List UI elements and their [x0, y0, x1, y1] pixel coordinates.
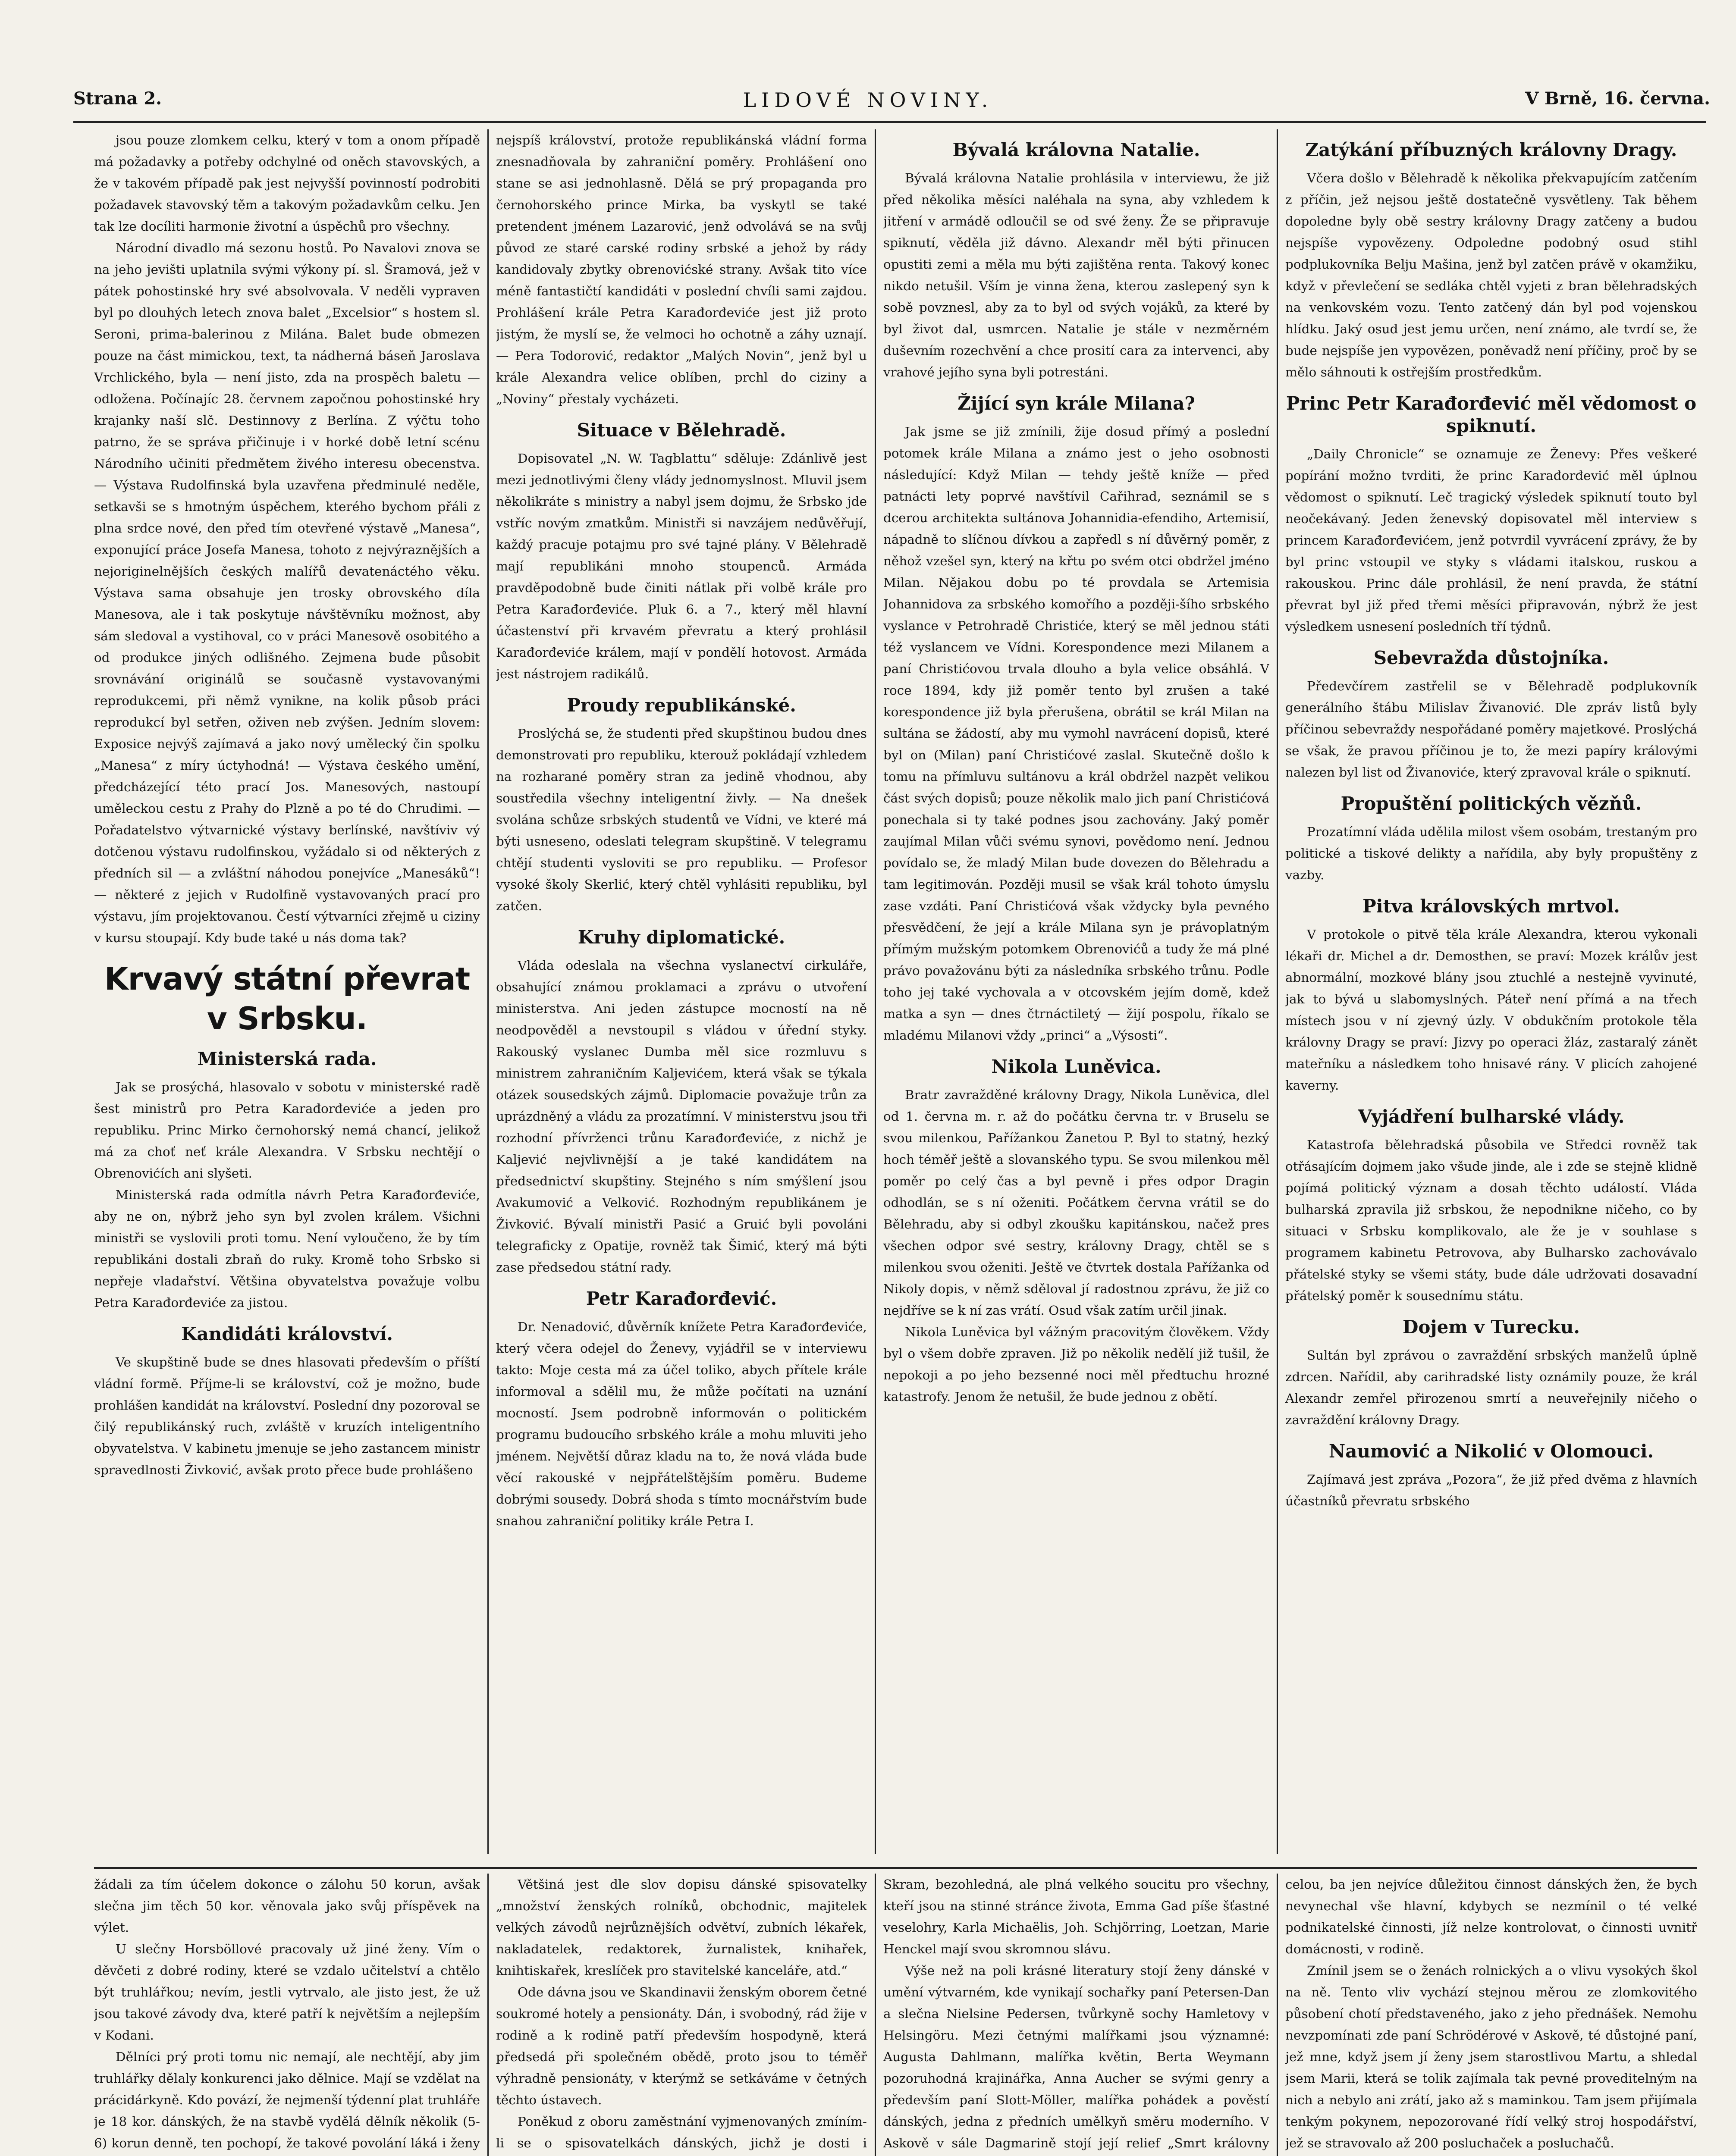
article-paragraph: Výše než na poli krásné literatury stojí ženy dánské v umění výtvarném, kde vynikají sochařky paní Petersen-Dan a slečna Nielsine Pedersen, tvůrkyně sochy Hamletovy v Helsingöru. Mezi četnými malířkami jsou významné: Augusta Dahlmann, malířka květin, Berta Weymann pozoruhodná krajinářka, Anna Aucher se svými genry a především paní Slott-Möller, malířka pohádek a pověstí dánských, jedna z předních umělkyň směru moderního. V Askově v sále Dagmarině stojí její relief „Smrt královny — [883, 1963, 1269, 2150]
article-paragraph: V protokole o pitvě těla krále Alexandra, kterou vykonali lékaři dr. Michel a dr. Demosthen, se praví: Mozek králův jest abnormální, mozkové blány jsou ztuchlé a nestejně vyvinuté, jak to bývá u slabomyslných. Páteř není přímá a na třech místech jsou v ní zjevný úzly. V obdukčním protokole těla královny Dragy se praví: Jizvy po operaci žláz, zastaralý zánět mateřníku a následkem toho hnisavé rány. V plicích zahojené kaverny. — [1285, 927, 1697, 1093]
article-paragraph: Ode dávna jsou ve Skandinavii ženským oborem četné soukromé hotely a pensionáty. Dán, i svobodný, rád žije v rodině a k rodině patří především hospodyně, která předsedá při společném obědě, proto jsou to téměř výhradně pensionáty, v kterýmž se setkáváme v četných těchto ústavech. — [496, 1985, 867, 2107]
bottom-column-1 — [94, 1874, 480, 2156]
article-paragraph: Předevčírem zastřelil se v Bělehradě podplukovník generálního štábu Milislav Živanović. Dle zpráv listů byly příčinou sebevraždy nespořádané poměry majetkové. Proslýchá se však, že pravou příčinou je to, že mezi papíry královými nalezen byl list od Živanoviće, který zpravoval krále o spiknutí. — [1285, 679, 1697, 780]
article-heading: Žijící syn krále Milana? — [957, 393, 1195, 414]
article-heading: Kandidáti království. — [181, 1323, 393, 1344]
article-paragraph: U slečny Horsböllové pracovaly už jiné ženy. Vím o děvčeti z dobré rodiny, které se vzdalo učitelství a chtělo být truhlářkou; nevím, jestli vytrvalo, ale jisto jest, že už jsou takové závody dva, které patří k největším a nejlepším v Kodani. — [94, 1942, 480, 2043]
article-paragraph: Ve skupštině bude se dnes hlasovati především o příští vládní formě. Příjme-li se království, což je možno, bude prohlášen kandidát na království. Poslední dny pozoroval se čilý republikánský ruch, zvláště v kruzích inteligentního obyvatelstva. V kabinetu jmenuje se jeho zastancem ministr spravedlnosti Živković, avšak proto přece bude prohlášeno — [94, 1355, 480, 1477]
article-heading: Naumović a Nikolić v Olomouci. — [1328, 1441, 1654, 1462]
article-heading: Zatýkání příbuzných královny Dragy. — [1305, 139, 1677, 160]
article-heading: Nikola Luněvica. — [991, 1056, 1162, 1077]
article-paragraph: Jak jsme se již zmínili, žije dosud přímý a poslední potomek krále Milana a známo jest o jeho osobnosti následující: Když Milan — tehdy ještě kníže — před patnácti lety poprvé navštívil Cařihrad, seznámil se s dcerou architekta sultánova Johannidia-efendiho, Artemisií, nápadně to slíčnou dívkou a zapředl s ní důvěrný poměr, z něhož vzešel syn, který na křtu po svém otci obdržel jméno Milan. Nějakou dobu po té provdala se Artemisia Johannidova za srbského komořího a později-šího srbského vyslance v Petrohradě Christiće, který se měl jednou státi též vyslancem ve Vídni. Korespondence mezi Milanem a paní Christićovou trvala dlouho a byla velice obsáhlá. V roce 1894, kdy již poměr tento byl zrušen a také korespondence již byla přerušena, obrátil se král Milan na sultána se žádostí, aby mu vymohl navrácení dopisů, které byl on (Milan) paní Christićové zaslal. Skutečně došlo k tomu na přímluvu sultánovu a král obdržel nazpět velikou část svých dopisů; pouze několik malo jich paní Christićová ponechala si ty také podnes jsou zachovány. Jaký poměr zaujímal Milan vůči svému synovi, povědomo není. Jednou povídalo se, že mladý Milan bude dovezen do Bělehradu a tam legitimován. Později musil se však král tohoto úmyslu zase vzdáti. Paní Christićová však vždycky byla pevného přesvědčení, že její a krále Milana syn je právoplatným přímým mužským potomkem Obrenovićů a tudy že má plné právo považovánu býti za následníka srbského trůnu. Podle toho jej také vychovala a v otcovském jejím domě, kdež matka a syn — dnes čtrnáctiletý — žijí pospolu, říkalo se mladému Milanovi vždy „princi“ a „Výsosti“. — [883, 424, 1269, 1043]
column-2 — [496, 129, 867, 1863]
article-heading: Petr Karađorđević. — [586, 1288, 777, 1309]
article-paragraph: Jak se prosýchá, hlasovalo v sobotu v ministerské radě šest ministrů pro Petra Karađorđeviće a jeden pro republiku. Princ Mirko černohorský nemá chancí, jelikož má za choť neť krále Alexandra. V Srbsku nechtějí o Obrenovićích ani slyšeti. — [94, 1080, 480, 1181]
article-paragraph: Zmínil jsem se o ženách rolnických a o vlivu vysokých škol na ně. Tento vliv vychází stejnou měrou ze zlomkovitého působení chotí představeného, jako z jeho přednášek. Nemohu nevzpomínati zde paní Schrödérové v Askově, té důstojné paní, jež mne, když jsem jí ženy jsem starostlivou Martu, a shledal jsem Marii, která se tolik zajímala tak pevné proveditelným na nich a nebylo ani zrátí, jako až s maminkou. Tam jsem přijímala tenkým pokynem, nepozorované řídí velký stroj hospodářství, jež se stravovalo až 200 posluchaček a posluchačů. — [1285, 1963, 1697, 2150]
article-heading: Proudy republikánské. — [567, 695, 796, 716]
column-divider — [1277, 1874, 1278, 2156]
column-4 — [1285, 129, 1697, 1863]
column-divider — [487, 129, 489, 1854]
column-divider — [875, 1874, 876, 2156]
article-paragraph: nejspíš království, protože republikánská vládní forma znesnadňovala by zahraniční poměry. Prohlášení ono stane se asi jednohlasně. Dělá se prý propaganda pro černohorského prince Mirka, ba vyskytl se také pretendent jménem Lazarović, jenž odvolává se na svůj původ ze staré carské rodiny srbské a jehož by rády kandidovaly zbytky obrenovićské strany. Avšak tito více méně fantastičtí kandidáti v poslední chvíli sami zajdou. Prohlášení krále Petra Karađorđeviće jest již proto jistým, že myslí se, že velmoci ho ochotně a záhy uznají. — Pera Todorović, redaktor „Malých Novin“, jenž byl u krále Alexandra velice oblíben, prchl do ciziny a „Noviny“ přestaly vycházeti. — [496, 133, 867, 406]
article-paragraph: Sultán byl zprávou o zavraždění srbských manželů úplně zdrcen. Nařídil, aby carihradské listy oznámily pouze, že král Alexandr zemřel přirozenou smrtí a neuveřejnily ničeho o zavraždění královny Dragy. — [1285, 1348, 1697, 1427]
masthead: LIDOVÉ NOVINY. — [743, 88, 993, 112]
article-paragraph: „Daily Chronicle“ se oznamuje ze Ženevy: Přes veškeré popírání možno tvrditi, že princ Karađorđević měl úplnou vědomost o spiknutí. Leč tragický výsledek spiknutí touto byl neočekávaný. Jeden ženevský dopisovatel měl interview s princem Karađorđevićem, jenž potvrdil vyvrácení zprávy, že by byl princ vstoupil ve styky s vládami italskou, ruskou a rakouskou. Princ dále prohlásil, že není pravda, že státní převrat byl již před třemi měsíci připravován, nýbrž že jest výsledkem usnesení posledních tří týdnů. — [1285, 447, 1697, 634]
article-heading: Vyjádření bulharské vlády. — [1358, 1106, 1625, 1127]
article-paragraph: Národní divadlo má sezonu hostů. Po Navalovi znova se na jeho jevišti uplatnila svými výkony pí. sl. Šramová, jež v pátek pohostinské hry své absolvovala. V neděli vypraven byl po dlouhých letech znova balet „Excelsior“ s hostem sl. Seroni, prima-balerinou z Milána. Balet bude obmezen pouze na část mimickou, text, ta nádherná báseň Jaroslava Vrchlického, byla — není jisto, zda na prospěch baletu — odložena. Počínajíc 28. červnem započnou pohostinské hry krajanky naší slč. Destinnovy z Berlína. Z výčtu toho patrno, že se správa přičinuje i v horké době letní scénu Národního učiniti předmětem živého interesu obecenstva. — Výstava Rudolfinská byla uzavřena předminulé neděle, setkavši se s hmotným úspěchem, kterého bychom přáli z plna srdce nové, den před tím otevřené výstavě „Manesa“, exponující práce Josefa Manesa, tohoto z nejvýraznějších a nejoriginelnějších českých malířů devatenáctého věku. Výstava sama obsahuje jen trosky obrovského díla Manesova, ale i tak poskytuje návštěvníku možnost, aby sám sledoval a vystihoval, co v práci Manesově osobitého a od produkce jiných odlišného. Zejmena bude působit srovnávání originálů se současně vystavovanými reprodukcemi, při němž vynikne, na kolik působ práci reprodukcí byl setřen, oživen neb zvýšen. Jedním slovem: Exposice nejvýš zajímavá a jako nový umělecký čin spolku „Manesa“ z míry úctyhodná! — Výstava českého umění, předcházející této prací Jos. Manesových, nastoupí uměleckou cestu z Prahy do Plzně a po té do Chrudimi. — Pořadatelstvo výtvarnické výstavy berlínské, navštíviv vý dotčenou výstavu rudolfinskou, vyžádalo si od některých z předních sil — a zvláštní náhodou ponejvíce „Manesáků“! — některé z jejich v Rudolfině vystavovaných prací pro výstavu, jím projektovanou. Čestí výtvarníci zřejmě u ciziny v kursu stoupají. Kdy bude také u nás doma tak? — [94, 241, 480, 945]
bottom-column-4 — [1285, 1874, 1697, 2156]
main-headline: Krvavý státní převrat v Srbsku. — [104, 961, 470, 1037]
article-paragraph: Proslýchá se, že studenti před skupštinou budou dnes demonstrovati pro republiku, kterouž pokládají vzhledem na rozharané poměry stran za jedině vhodnou, aby soustředila všechny inteligentní živly. — Na dnešek svolána schůze srbských studentů ve Vídni, ve které má býti usneseno, odeslati telegram skupštině. V telegramu chtějí studenti vysloviti se pro republiku. — Profesor vysoké školy Skerlić, který chtěl vyhlásiti republiku, byl zatčen. — [496, 726, 867, 913]
article-paragraph: Poněkud z oboru zaměstnání vyjmenovaných zmíním-li se o spisovatelkách dánských, jichž je dosti i — [496, 2114, 867, 2150]
article-paragraph — [1285, 2154, 1697, 2156]
article-paragraph: žádali za tím účelem dokonce o zálohu 50 korun, avšak slečna jim těch 50 kor. věnovala jako svůj příspěvek na výlet. — [94, 1877, 480, 1935]
article-paragraph: Ministerská rada odmítla návrh Petra Karađorđeviće, aby ne on, nýbrž jeho syn byl zvolen králem. Všichni ministři se vyslovili proti tomu. Není vyloučeno, že by tím republikáni dostali zbraň do ruky. Kromě toho Srbsko si nepřeje vladařství. Většina obyvatelstva považuje volbu Petra Karađorđeviće za jistou. — [94, 1188, 480, 1310]
column-divider — [875, 129, 876, 1854]
article-paragraph: Bratr zavražděné královny Dragy, Nikola Luněvica, dlel od 1. června m. r. až do počátku června tr. v Bruselu se svou milenkou, Pařížankou Žanetou P. Byl to statný, hezký hoch téměř ještě a slovanského typu. Se svou milenkou měl poměr po celý čas a byl pevně i přes odpor Dragin odhodlán, se s ní oženiti. Počátkem června vrátil se do Bělehradu, aby si odbyl zkoušku kapitánskou, načež pres všechen odpor své sestry, královny Dragy, chtěl se s milenkou svou oženiti. Ještě ve čtvrtek dostala Pařížanka od Nikoly dopis, v němž sděloval jí radostnou zprávu, že již co nejdříve se k ní zas vrátí. Osud však zatím určil jinak. — [883, 1087, 1269, 1318]
article-paragraph: jsou pouze zlomkem celku, který v tom a onom případě má požadavky a potřeby odchylné od oněch stavovských, a že v takovém případě pak jest nejvyšší povinností podrobiti požadavek stavovský těm a takovým požadavkům celku. Jen tak lze docíliti harmonie životní a úspěchů pro všechny. — [94, 133, 480, 234]
article-paragraph: Dopisovatel „N. W. Tagblattu“ sděluje: Zdánlivě jest mezi jednotlivými členy vlády jednomyslnost. Mluvil jsem několikráte s ministry a nabyl jsem dojmu, že Srbsko jde vstříc novým zmatkům. Ministři si navzájem nedůvěřují, každý pracuje potajmu pro své tajné plány. V Bělehradě mají republikáni mnoho stoupenců. Armáda pravděpodobně bude činiti nátlak při volbě krále pro Petra Karađorđeviće. Pluk 6. a 7., který měl hlavní účastenství při krvavém převratu a který prohlásil Karađorđeviće králem, mají v pondělí hotovost. Armáda jest nástrojem radikálů. — [496, 451, 867, 681]
article-paragraph: Včera došlo v Bělehradě k několika překvapujícím zatčením z příčin, jež nejsou ještě dostatečně vysvětleny. Tak během dopoledne byly obě sestry královny Dragy zatčeny a budou nejspíše vypovězeny. Odpoledne podobný osud stihl podplukovníka Belju Mašina, jenž byl zatčen právě v okamžiku, když v převlečení se sedláka chtěl vyjeti z bran bělehradských na venkovském vozu. Tento zatčený dán byl pod vojenskou hlídku. Jaký osud jest jemu určen, není známo, ale tvrdí se, že bude nejspíše jen vypovězen, poněvadž není příčiny, proč by se mělo sáhnouti k ostřejším prostředkům. — [1285, 171, 1697, 379]
article-heading: Pitva královských mrtvol. — [1362, 896, 1620, 917]
article-heading: Propuštění politických vězňů. — [1340, 793, 1642, 814]
article-paragraph: celou, ba jen nejvíce důležitou činnost dánských žen, že bych nevynechal vše hlavní, kdybych se nezmínil o té velké podnikatelské činnosti, jíž nelze kontrolovat, o činnosti uvnitř domácnosti, v rodině. — [1285, 1877, 1697, 1956]
section-rule — [94, 1867, 1697, 1869]
bottom-column-3 — [883, 1874, 1269, 2156]
article-heading: Kruhy diplomatické. — [578, 927, 785, 948]
article-heading: Bývalá královna Natalie. — [952, 139, 1200, 160]
article-paragraph: Vláda odeslala na všechna vyslanectví cirkuláře, obsahující známou proklamaci a zprávu o utvoření ministerstva. Ani jeden zástupce mocností na ně neodpověděl a nevstoupil s vládou v úřední styky. Rakouský vyslanec Dumba měl sice rozmluvu s ministrem zahraničním Kaljevićem, která však se týkala otázek sousedských zájmů. Diplomacie považuje trůn za uprázdněný a vládu za prozatímní. V ministerstvu jsou tři rozhodní přívrženci trůnu Karađorđeviće, z nichž je Kaljević nejvlivnější a je také kandidátem na předsednictví skupštiny. Stejného s ním smýšlení jsou Avakumović a Velković. Rozhodným republikánem je Živković. Bývalí ministři Pasić a Gruić byli povoláni telegraficky z Opatije, rovněž tak Šimić, který má býti zase předsedou státní rady. — [496, 958, 867, 1275]
page-number: Strana 2. — [73, 88, 162, 109]
column-divider — [1277, 129, 1278, 1854]
article-paragraph: Skram, bezohledná, ale plná velkého soucitu pro všechny, kteří jsou na stinné stránce života, Emma Gad píše šťastné veselohry, Karla Michaëlis, Joh. Schjörring, Loetzan, Marie Henckel mají svou skromnou slávu. — [883, 1877, 1269, 1956]
bottom-column-2 — [496, 1874, 867, 2156]
article-paragraph: Většiná jest dle slov dopisu dánské spisovatelky „množství ženských rolníků, obchodnic, majitelek velkých závodů nejrůznějších odvětví, zubních lékařek, nakladatelek, redaktorek, žurnalistek, knihařek, knihtiskařek, kreslíček pro stavitelské kanceláře, atd.“ — [496, 1877, 867, 1978]
article-paragraph: Zajímavá jest zpráva „Pozora“, že již před dvěma z hlavních účastníků převratu srbského — [1285, 1472, 1697, 1508]
page-header — [26, 88, 1710, 119]
article-heading: Dojem v Turecku. — [1402, 1316, 1580, 1338]
article-heading: Princ Petr Karađorđević měl vědomost o spiknutí. — [1286, 393, 1697, 436]
article-paragraph: Dělníci prý proti tomu nic nemají, ale nechtějí, aby jim truhlářky dělaly konkurenci jako dělnice. Mají se vzdělat na prácidárkyně. Kdo povází, že nejmenší týdenní plat truhláře je 18 kor. dánských, že na stavbě vydělá dělník několik (5-6) korun denně, ten pochopí, že takové povolání láká i ženy — [94, 2049, 480, 2150]
article-paragraph: Dr. Nenadović, důvěrník knížete Petra Karađorđeviće, který včera odejel do Ženevy, vyjádřil se v interviewu takto: Moje cesta má za účel toliko, abych přítele krále informoval a sdělil mu, že může počítati na uznání mocností. Jsem podrobně informován o politickém programu budoucího srbského krále a mohu mluviti jeho jménem. Největší důraz kladu na to, že nová vláda bude věcí rakouské v nejpřátelštějším poměru. Budeme dobrými sousedy. Dobrá shoda s tímto mocnářstvím bude snahou zahraniční politiky krále Petra I. — [496, 1319, 867, 1528]
article-paragraph: Bývalá královna Natalie prohlásila v interviewu, že již před několika měsíci naléhala na syna, aby vzhledem k jitření v armádě odloučil se od své ženy. Že se připravuje spiknutí, věděla již dávno. Alexandr měl býti přinucen opustiti zemi a měla mu býti zajištěna renta. Takový konec nikdo netušil. Vším je vinna žena, kterou zaslepený syn k sobě povznesl, aby za to byl od svých vojáků, za které by byl život dal, usmrcen. Natalie je stále v nezměrném duševním rozechvění a chce prosití cara za intervenci, aby vrahové jejího syna byli potrestáni. — [883, 171, 1269, 379]
header-rule — [73, 121, 1706, 123]
column-3 — [883, 129, 1269, 1863]
column-divider — [487, 1874, 489, 2156]
article-heading: Ministerská rada. — [197, 1048, 377, 1069]
article-paragraph: Katastrofa bělehradská působila ve Středci rovněž tak otřásajícím dojmem jako všude jinde, ale i zde se stejně klidně pojímá politický význam a dosah těchto událostí. Vláda bulharská zpravila již srbskou, že nepodnikne ničeho, co by situaci v Srbsku komplikovalo, ale že je v souhlase s programem kabinetu Petrovova, aby Bulharsko zachovávalo přátelské styky se všemi státy, bude dále udržovati dosavadní přátelský poměr k sousednímu státu. — [1285, 1138, 1697, 1303]
article-paragraph: Prozatímní vláda udělila milost všem osobám, trestaným pro politické a tiskové delikty a nařídila, aby byly propuštěny z vazby. — [1285, 824, 1697, 882]
dateline: V Brně, 16. června. — [1525, 88, 1710, 109]
article-paragraph: Nikola Luněvica byl vážným pracovitým člověkem. Vždy byl o všem dobře zpraven. Již po několik nedělí již tušil, že nepokoji a po jeho bezsenné noci měl předtuchu hrozné katastrofy. Jenom že netušil, že bude jednou z obětí. — [883, 1325, 1269, 1404]
column-1 — [94, 129, 480, 1863]
article-heading: Sebevražda důstojníka. — [1373, 647, 1609, 668]
article-heading: Situace v Bělehradě. — [577, 420, 786, 441]
